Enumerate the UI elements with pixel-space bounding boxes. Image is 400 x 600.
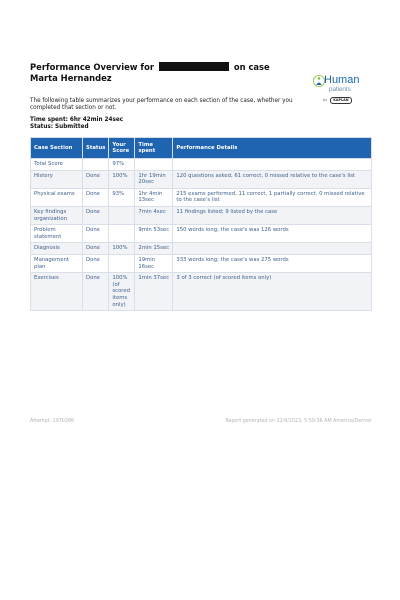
cell-section: Key findings organization [31, 206, 83, 224]
cell-section: Problem statement [31, 225, 83, 243]
header-case-section: Case Section [31, 138, 83, 159]
table-row [31, 188, 372, 206]
cell-status: Done [83, 206, 109, 224]
cell-details [173, 159, 372, 171]
cell-status: Done [83, 188, 109, 206]
cell-score: 100% [109, 243, 135, 255]
header-performance-details: Performance Details [173, 138, 372, 159]
report-page [30, 62, 373, 424]
cell-section: History [31, 170, 83, 188]
cell-details: 333 words long; the case's was 275 words [173, 254, 372, 272]
table-row [31, 225, 372, 243]
attempt-id-text: Attempt: 2970286 [30, 419, 75, 424]
cell-score [109, 254, 135, 272]
cell-score [109, 206, 135, 224]
cell-section: Total Score [31, 159, 83, 171]
report-generated-text: Report generated on 12/9/2023, 5:59:36 AM America/Denver [225, 419, 372, 424]
page-title [30, 62, 285, 84]
cell-time: 19min 16sec [135, 254, 173, 272]
cell-status [83, 159, 109, 171]
table-row [31, 159, 372, 171]
time-spent-text: Time spent: 6hr 42min 24sec [30, 117, 124, 123]
header-time-spent: Time spent [135, 138, 173, 159]
summary-text: The following table summarizes your performance on each section of the case, whether you completed that section or not. [30, 98, 293, 112]
header-status: Status [83, 138, 109, 159]
table-row [31, 170, 372, 188]
performance-table [30, 137, 372, 311]
cell-details: 215 exams performed, 11 correct, 1 partially correct, 0 missed relative to the case's list [173, 188, 372, 206]
cell-time: 1hr 19min 20sec [135, 170, 173, 188]
logo-by-text [323, 97, 352, 104]
table-row [31, 243, 372, 255]
cell-score [109, 225, 135, 243]
cell-score: 100% (of scored items only) [109, 273, 135, 311]
cell-details [173, 243, 372, 255]
table-row [31, 206, 372, 224]
title-prefix: Performance Overview for [30, 62, 154, 72]
table-row [31, 254, 372, 272]
ihuman-patients-logo [313, 75, 375, 107]
cell-time: 1min 37sec [135, 273, 173, 311]
cell-details: 3 of 3 correct (of scored items only) [173, 273, 372, 311]
cell-time: 9min 53sec [135, 225, 173, 243]
cell-status: Done [83, 243, 109, 255]
logo-sub-text: patients [329, 86, 351, 93]
cell-status: Done [83, 225, 109, 243]
status-text: Status: Submitted [30, 124, 89, 130]
cell-time [135, 159, 173, 171]
header-your-score: Your Score [109, 138, 135, 159]
table-row [31, 273, 372, 311]
redacted-name-block [159, 62, 229, 71]
logo-by-word: by [323, 98, 328, 102]
cell-status: Done [83, 170, 109, 188]
cell-time: 1hr 4min 13sec [135, 188, 173, 206]
cell-details: 150 words long; the case's was 126 words [173, 225, 372, 243]
cell-section: Management plan [31, 254, 83, 272]
cell-details: 120 questions asked, 61 correct, 0 missed relative to the case's list [173, 170, 372, 188]
cell-score: 97% [109, 159, 135, 171]
title-suffix: on case Marta Hernandez [30, 62, 270, 83]
kaplan-badge: KAPLAN [330, 97, 351, 104]
cell-section: Exercises [31, 273, 83, 311]
cell-section: Physical exams [31, 188, 83, 206]
cell-status: Done [83, 254, 109, 272]
cell-time: 2min 15sec [135, 243, 173, 255]
cell-score: 100% [109, 170, 135, 188]
cell-status: Done [83, 273, 109, 311]
cell-time: 7min 4sec [135, 206, 173, 224]
cell-score: 93% [109, 188, 135, 206]
logo-brand-text: Human [324, 74, 360, 86]
table-header-row [31, 138, 372, 159]
cell-details: 11 findings listed; 9 listed by the case [173, 206, 372, 224]
cell-section: Diagnosis [31, 243, 83, 255]
